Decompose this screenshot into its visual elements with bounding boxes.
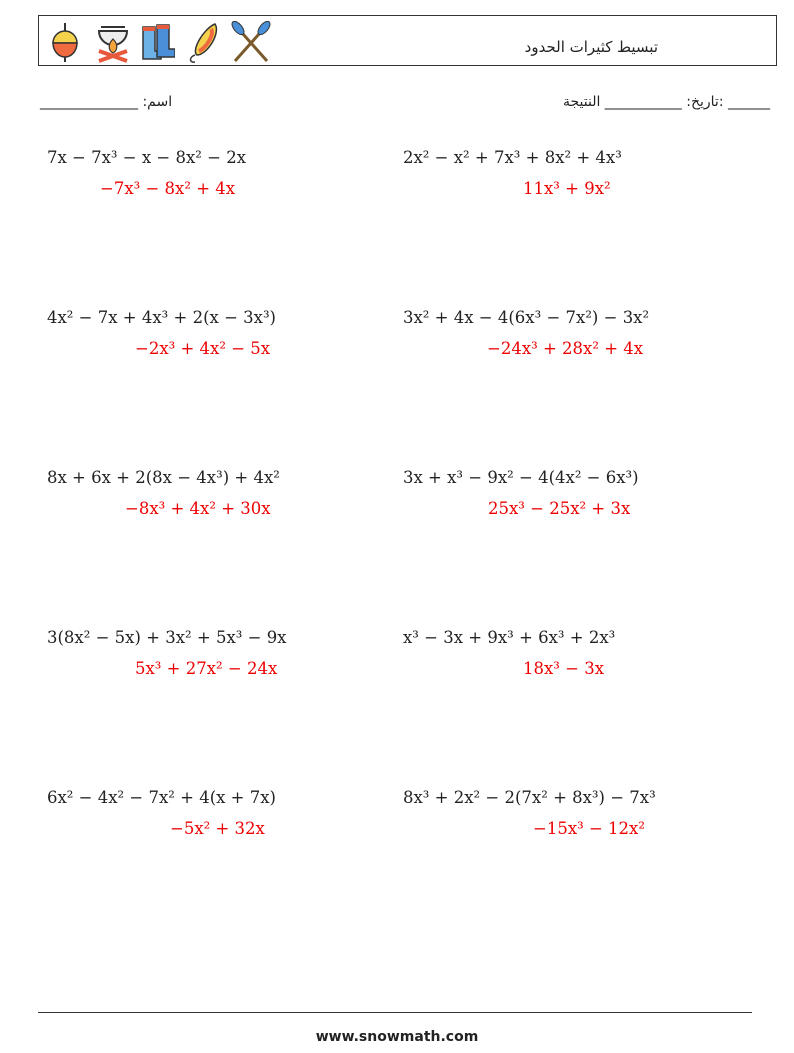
fishing-lure-icon (185, 21, 221, 63)
footer-url: www.snowmath.com (315, 1029, 479, 1045)
problem-answer: −24x³ + 28x² + 4x (487, 339, 644, 358)
problem-question: 3(8x² − 5x) + 3x² + 5x³ − 9x (47, 628, 287, 647)
boots-icon (139, 21, 175, 63)
date-score-field: ______ :تاريخ: ___________ النتيجة (562, 94, 770, 110)
crossed-oars-icon (231, 21, 267, 63)
problem-question: 8x³ + 2x² − 2(7x² + 8x³) − 7x³ (403, 788, 656, 807)
problem-question: 4x² − 7x + 4x³ + 2(x − 3x³) (47, 308, 276, 327)
worksheet-header (38, 15, 777, 66)
problem-answer: −15x³ − 12x² (533, 819, 645, 838)
problem-question: x³ − 3x + 9x³ + 6x³ + 2x³ (403, 628, 616, 647)
problem-answer: −7x³ − 8x² + 4x (100, 179, 236, 198)
problem-answer: −8x³ + 4x² + 30x (125, 499, 271, 518)
name-field: اسم: ______________ (40, 94, 173, 110)
campfire-pot-icon (93, 21, 129, 63)
problem-question: 3x + x³ − 9x² − 4(4x² − 6x³) (403, 468, 639, 487)
problem-answer: 11x³ + 9x² (523, 179, 611, 198)
problem-answer: 18x³ − 3x (523, 659, 605, 678)
header-icons (47, 21, 267, 63)
problem-answer: 5x³ + 27x² − 24x (135, 659, 278, 678)
problem-question: 8x + 6x + 2(8x − 4x³) + 4x² (47, 468, 280, 487)
problem-question: 7x − 7x³ − x − 8x² − 2x (47, 148, 247, 167)
problem-answer: −2x³ + 4x² − 5x (135, 339, 271, 358)
problem-answer: 25x³ − 25x² + 3x (488, 499, 631, 518)
fishing-float-icon (47, 21, 83, 63)
problem-question: 3x² + 4x − 4(6x³ − 7x²) − 3x² (403, 308, 650, 327)
problem-question: 6x² − 4x² − 7x² + 4(x + 7x) (47, 788, 276, 807)
footer-divider (38, 1012, 752, 1013)
problem-question: 2x² − x² + 7x³ + 8x² + 4x³ (403, 148, 622, 167)
worksheet-title: تبسيط كثيرات الحدود (524, 38, 658, 56)
problem-answer: −5x² + 32x (170, 819, 265, 838)
